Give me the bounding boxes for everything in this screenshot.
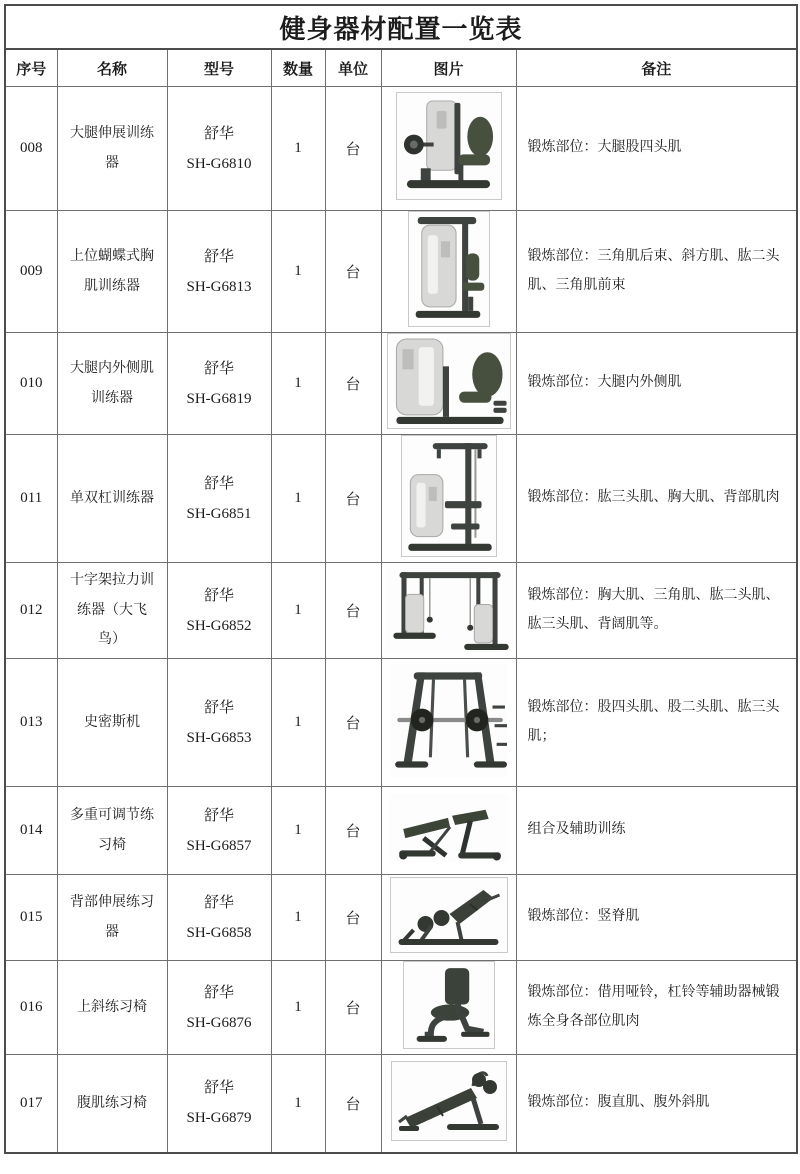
column-header-remark: 备注 [516,49,797,87]
inner-outer-thigh-machine-image [387,333,511,429]
unit-cell: 台 [325,563,381,659]
model-cell [167,211,271,333]
equipment-name-cell: 上位蝴蝶式胸肌训练器 [57,211,167,333]
page-title: 健身器材配置一览表 [5,5,797,49]
column-header-model: 型号 [167,49,271,87]
brand-label: 舒华 [203,699,234,716]
row-number-cell: 014 [5,787,57,875]
quantity-cell: 1 [271,333,325,435]
quantity-cell: 1 [271,1055,325,1153]
equipment-name-cell: 大腿内外侧肌训练器 [57,333,167,435]
brand-label: 舒华 [203,1080,234,1097]
model-label: SH-G6813 [186,278,252,295]
brand-label: 舒华 [203,894,234,911]
column-header-qty: 数量 [271,49,325,87]
brand-label: 舒华 [203,807,234,824]
quantity-cell: 1 [271,435,325,563]
model-cell [167,787,271,875]
back-extension-bench-image [390,877,508,953]
picture-cell [381,87,516,211]
title-row [5,5,797,49]
model-cell [167,87,271,211]
model-cell [167,659,271,787]
picture-cell [381,333,516,435]
header-row [5,49,797,87]
equipment-name-cell: 史密斯机 [57,659,167,787]
picture-cell [381,961,516,1055]
table-row [5,787,797,875]
equipment-name-cell: 多重可调节练习椅 [57,787,167,875]
remark-cell: 锻炼部位：借用哑铃，杠铃等辅助器械锻炼全身各部位肌肉 [516,961,797,1055]
quantity-cell: 1 [271,87,325,211]
equipment-name-cell: 十字架拉力训练器（大飞鸟） [57,563,167,659]
model-cell [167,435,271,563]
table-row [5,659,797,787]
equipment-name-cell: 大腿伸展训练器 [57,87,167,211]
row-number-cell: 015 [5,875,57,961]
table-row [5,961,797,1055]
picture-cell [381,787,516,875]
adjustable-bench-image [389,794,509,862]
remark-cell: 锻炼部位：竖脊肌 [516,875,797,961]
quantity-cell: 1 [271,787,325,875]
picture-cell [381,659,516,787]
quantity-cell: 1 [271,961,325,1055]
unit-cell: 台 [325,87,381,211]
remark-cell: 组合及辅助训练 [516,787,797,875]
pec-fly-machine-image [408,211,490,327]
unit-cell: 台 [325,211,381,333]
smith-machine-image [391,662,507,778]
remark-cell: 锻炼部位：大腿内外侧肌 [516,333,797,435]
brand-label: 舒华 [203,248,234,265]
model-label: SH-G6810 [186,155,252,172]
model-label: SH-G6857 [186,837,252,854]
brand-label: 舒华 [203,984,234,1001]
picture-cell [381,875,516,961]
model-cell [167,1055,271,1153]
equipment-name-cell: 单双杠训练器 [57,435,167,563]
dip-chin-assist-machine-image [401,435,497,557]
picture-cell [381,563,516,659]
cable-crossover-machine-image [385,564,513,652]
table-row [5,875,797,961]
row-number-cell: 011 [5,435,57,563]
picture-cell [381,1055,516,1153]
unit-cell: 台 [325,875,381,961]
table-row [5,563,797,659]
unit-cell: 台 [325,961,381,1055]
table-row [5,333,797,435]
row-number-cell: 012 [5,563,57,659]
picture-cell [381,435,516,563]
model-label: SH-G6858 [186,924,252,941]
remark-cell: 锻炼部位：腹直肌、腹外斜肌 [516,1055,797,1153]
model-cell [167,563,271,659]
row-number-cell: 008 [5,87,57,211]
model-label: SH-G6852 [186,617,252,634]
column-header-picture: 图片 [381,49,516,87]
quantity-cell: 1 [271,875,325,961]
column-header-index: 序号 [5,49,57,87]
unit-cell: 台 [325,333,381,435]
remark-cell: 锻炼部位：股四头肌、股二头肌、肱三头肌； [516,659,797,787]
brand-label: 舒华 [203,587,234,604]
ab-crunch-bench-image [391,1061,507,1141]
utility-chair-image [403,961,495,1049]
table-row [5,435,797,563]
model-label: SH-G6851 [186,505,252,522]
equipment-table-sheet [4,4,796,1154]
column-header-name: 名称 [57,49,167,87]
model-cell [167,333,271,435]
unit-cell: 台 [325,1055,381,1153]
quantity-cell: 1 [271,211,325,333]
row-number-cell: 016 [5,961,57,1055]
brand-label: 舒华 [203,360,234,377]
brand-label: 舒华 [203,125,234,142]
row-number-cell: 010 [5,333,57,435]
table-row [5,1055,797,1153]
remark-cell: 锻炼部位：三角肌后束、斜方肌、肱二头肌、三角肌前束 [516,211,797,333]
picture-cell [381,211,516,333]
column-header-unit: 单位 [325,49,381,87]
brand-label: 舒华 [203,475,234,492]
unit-cell: 台 [325,787,381,875]
model-label: SH-G6853 [186,729,252,746]
quantity-cell: 1 [271,563,325,659]
model-cell [167,875,271,961]
remark-cell: 锻炼部位：大腿股四头肌 [516,87,797,211]
model-label: SH-G6819 [186,390,252,407]
equipment-table [4,4,798,1154]
quantity-cell: 1 [271,659,325,787]
model-cell [167,961,271,1055]
unit-cell: 台 [325,659,381,787]
model-label: SH-G6879 [186,1110,252,1127]
table-row [5,211,797,333]
equipment-name-cell: 腹肌练习椅 [57,1055,167,1153]
table-row [5,87,797,211]
remark-cell: 锻炼部位：肱三头肌、胸大肌、背部肌肉 [516,435,797,563]
leg-extension-machine-image [396,92,502,200]
row-number-cell: 017 [5,1055,57,1153]
equipment-name-cell: 上斜练习椅 [57,961,167,1055]
unit-cell: 台 [325,435,381,563]
model-label: SH-G6876 [186,1014,252,1031]
remark-cell: 锻炼部位：胸大肌、三角肌、肱二头肌、肱三头肌、背阔肌等。 [516,563,797,659]
row-number-cell: 013 [5,659,57,787]
row-number-cell: 009 [5,211,57,333]
equipment-name-cell: 背部伸展练习器 [57,875,167,961]
